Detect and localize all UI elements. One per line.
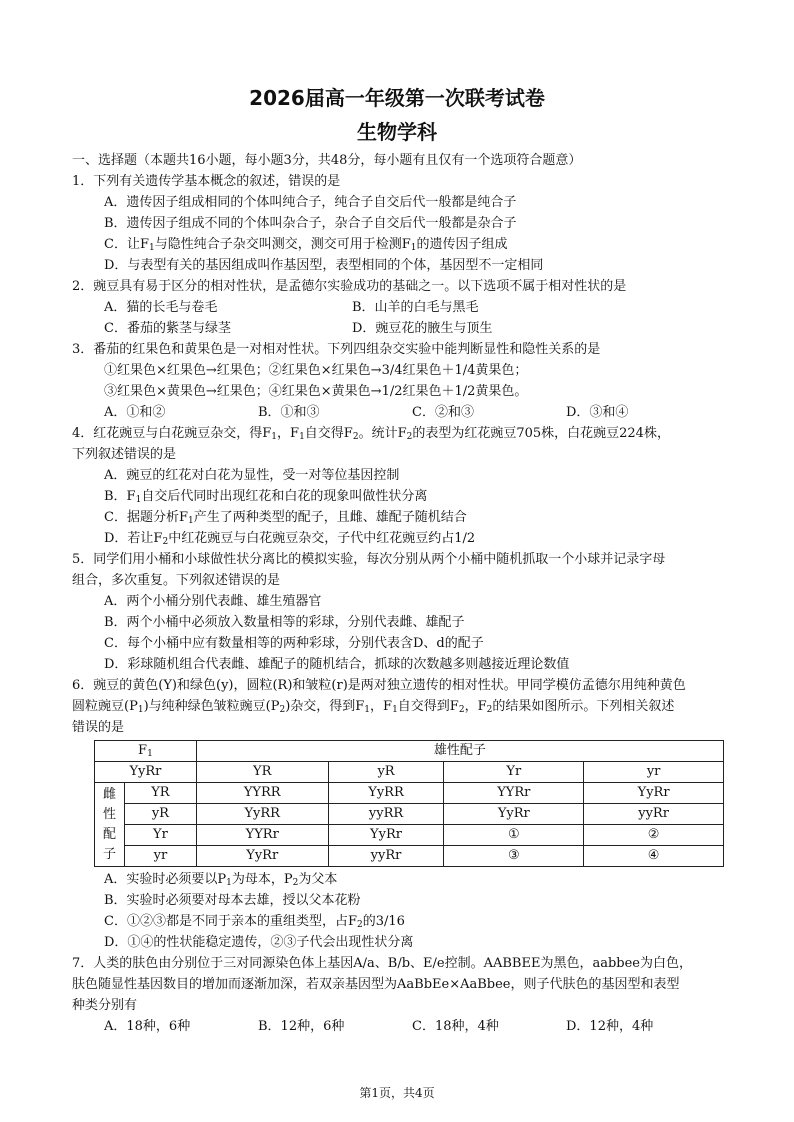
table-cell: YYRR [196,783,328,804]
question-6-stem-2 [72,696,722,717]
table-row [95,825,724,846]
page-footer: 第1页，共4页 [359,1086,435,1100]
question-6-option-c [104,911,722,932]
female-gamete-header [95,783,125,867]
question-3-options [104,402,722,423]
subscript: 2 [356,920,363,930]
question-3-option-d: D．③和④ [566,405,629,420]
text: 4．红花豌豆与白花豌豆杂交，得F [72,426,272,441]
text: 圆粒豌豆(P [72,699,138,714]
text: 自交后代同时出现红花和白花的现象叫做性状分离 [141,489,428,504]
table-cell: yyRR [328,804,444,825]
female-gamete: yR [124,804,196,825]
table-row [95,783,724,804]
question-3 [72,339,722,423]
text: B．F [104,489,136,504]
text: 的结果如图所示。下列相关叙述 [492,699,675,714]
subscript: 1 [187,516,194,526]
question-1-option-d: D．与表型有关的基因组成叫作基因型，表型相同的个体，基因型不一定相同 [104,258,544,273]
subscript: 2 [406,432,413,442]
subscript: 2 [486,705,493,715]
text: D．若让F [104,531,163,546]
question-2-option-c: C．番茄的紫茎与绿茎 [104,321,231,336]
question-7-stem: 7．人类的肤色由分别位于三对同源染色体上基因A/a、B/b、E/e控制。AABBEE为黑色，aabbee为白色， [72,956,693,971]
table-cell: yyRr [584,804,724,825]
question-5-option-a: A．两个小桶分别代表雌、雄生殖器官 [104,594,322,609]
question-2-option-a: A．猫的长毛与卷毛 [104,300,218,315]
table-cell: YyRR [328,783,444,804]
text: ，F [370,699,393,714]
table-gamete-row [95,762,724,783]
question-5-option-d: D．彩球随机组合代表雌、雄配子的随机结合，抓球的次数越多则越接近理论数值 [104,657,570,672]
text: 中红花豌豆与白花豌豆杂交，子代中红花豌豆约占1/2 [168,531,476,546]
text: 。统计F [358,426,407,441]
text: C．①②③都是不同于亲本的重组类型，占F [104,914,357,929]
question-4-option-b [104,486,722,507]
question-6-option-d: D．①④的性状能稳定遗传，②③子代会出现性状分离 [104,935,414,950]
table-cell: YYRr [196,825,328,846]
table-cell: YyRr [328,825,444,846]
question-4-stem [72,423,722,444]
question-7-stem-3: 种类分别有 [72,998,138,1013]
male-gamete: YR [196,762,328,783]
table-cell: YyRr [584,783,724,804]
male-gamete: yr [584,762,724,783]
question-6-option-b: B．实验时必须要对母本去雄，授以父本花粉 [104,893,361,908]
question-1-stem: 1．下列有关遗传学基本概念的叙述，错误的是 [72,174,341,189]
question-6 [72,675,722,953]
question-7-stem-2: 肤色随显性基因数目的增加而逐渐加深，若双亲基因型为AaBbEe×AaBbee，则子代肤色的基因型和表型 [72,977,680,992]
text: C．据题分析F [104,510,188,525]
vertical-char: 雌 [102,786,116,802]
question-2 [72,276,722,339]
subscript: 1 [410,243,417,253]
question-1 [72,171,722,276]
text: 的遗传因子组成 [416,237,508,252]
text: 的3/16 [362,914,405,929]
text: 为母本，P [231,872,293,887]
text: ，F [464,699,487,714]
subscript: 2 [352,432,359,442]
subscript: 2 [458,705,465,715]
table-header-row [95,741,724,762]
subscript: 1 [137,705,144,715]
text: )杂交，得到F [285,699,365,714]
exam-content [72,150,722,1037]
female-gamete: yr [124,846,196,867]
table-cell: YyRr [444,804,584,825]
question-3-crosses-1: ①红果色×红果色→红果色；②红果色×红果色→3/4红果色＋1/4黄果色； [104,363,528,378]
text: 产生了两种类型的配子，且雌、雄配子随机结合 [193,510,467,525]
table-cell: ② [584,825,724,846]
question-4-stem-2: 下列叙述错误的是 [72,447,177,462]
question-1-option-b: B．遗传因子组成不同的个体叫杂合子，杂合子自交后代一般都是杂合子 [104,216,517,231]
table-cell: ④ [584,846,724,867]
table-cell: YyRr [196,846,328,867]
question-3-stem: 3．番茄的红果色和黄果色是一对相对性状。下列四组杂交实验中能判断显性和隐性关系的是 [72,342,601,357]
text: 自交得F [304,426,353,441]
subscript: 1 [392,705,398,715]
table-row [95,804,724,825]
question-3-option-b: B．①和③ [258,405,320,420]
question-5-stem: 5．同学们用小桶和小球做性状分离比的模拟实验，每次分别从两个小桶中随机抓取一个小球并记录字母 [72,552,666,567]
question-6-option-a [104,869,722,890]
question-2-stem: 2．豌豆具有易于区分的相对性状，是孟德尔实验成功的基础之一。以下选项不属于相对性状的是 [72,279,627,294]
vertical-char: 配 [102,826,116,842]
table-cell: YyRR [196,804,328,825]
question-5-option-c: C．每个小桶中应有数量相等的两种彩球，分别代表含D、d的配子 [104,636,484,651]
male-gamete: yR [328,762,444,783]
question-3-crosses-2: ③红果色×黄果色→红果色；④红果色×黄果色→1/2红果色＋1/2黄果色。 [104,384,528,399]
section-heading: 一、选择题（本题共16小题，每小题3分，共48分，每小题有且仅有一个选项符合题意） [72,153,582,168]
question-3-option-a: A．①和② [104,405,166,420]
question-1-option-c [104,234,722,255]
question-4-option-c [104,507,722,528]
question-7-option-a: A．18种，6种 [104,1019,191,1034]
question-4-option-d [104,528,722,549]
subject-title: 生物学科 [357,120,437,144]
vertical-char: 性 [102,806,116,822]
subscript: 2 [279,705,286,715]
question-5-option-b: B．两个小桶中必须放入数量相等的彩球，分别代表雌、雄配子 [104,615,465,630]
text: 为父本 [298,872,338,887]
table-corner-f1 [95,741,197,762]
subscript: 2 [292,878,299,888]
text: 与隐性纯合子杂交叫测交，测交可用于检测F [154,237,411,252]
question-7-option-d: D．12种，4种 [566,1019,654,1034]
table-cell: YYRr [444,783,584,804]
text: 自交得到F [397,699,459,714]
text: ，F [277,426,300,441]
question-2-option-d: D．豌豆花的腋生与顶生 [352,321,493,336]
table-corner-genotype: YyRr [95,762,197,783]
table-cell: ③ [444,846,584,867]
question-2-options-row-2 [104,318,722,339]
question-6-stem-3: 错误的是 [72,720,125,735]
subscript: 2 [162,537,169,547]
vertical-char: 子 [102,846,116,862]
punnett-square-table [94,740,724,867]
question-1-option-a: A．遗传因子组成相同的个体叫纯合子，纯合子自交后代一般都是纯合子 [104,195,517,210]
table-row [95,846,724,867]
male-gamete-header: 雄性配子 [196,741,723,762]
question-3-option-c: C．②和③ [412,405,474,420]
table-cell: yyRr [328,846,444,867]
question-7-option-b: B．12种，6种 [258,1019,345,1034]
text: )与纯种绿色皱粒豌豆(P [143,699,280,714]
subscript: 1 [364,705,371,715]
question-5-stem-2: 组合，多次重复。下列叙述错误的是 [72,573,281,588]
question-7-option-c: C．18种，4种 [412,1019,499,1034]
question-7 [72,953,722,1037]
text: A．实验时必须要以P [104,872,227,887]
question-7-options [104,1016,722,1037]
question-2-option-b: B．山羊的白毛与黑毛 [352,300,479,315]
subscript: 1 [226,878,232,888]
question-4 [72,423,722,549]
question-4-option-a: A．豌豆的红花对白花为显性，受一对等位基因控制 [104,468,400,483]
female-gamete: Yr [124,825,196,846]
female-gamete: YR [124,783,196,804]
table-cell: ① [444,825,584,846]
male-gamete: Yr [444,762,584,783]
subscript: 1 [147,749,153,759]
subscript: 1 [271,432,278,442]
text: 的表型为红花豌豆705株，白花豌豆224株， [412,426,670,441]
question-5 [72,549,722,675]
question-6-stem: 6．豌豆的黄色(Y)和绿色(y)，圆粒(R)和皱粒(r)是两对独立遗传的相对性状。甲同学模仿孟德尔用纯种黄色 [72,678,686,693]
subscript: 1 [148,243,155,253]
exam-title: 2026届高一年级第一次联考试卷 [249,86,545,110]
text: F [138,743,148,758]
text: C．让F [104,237,149,252]
subscript: 1 [135,495,142,505]
subscript: 1 [299,432,305,442]
question-2-options-row-1 [104,297,722,318]
